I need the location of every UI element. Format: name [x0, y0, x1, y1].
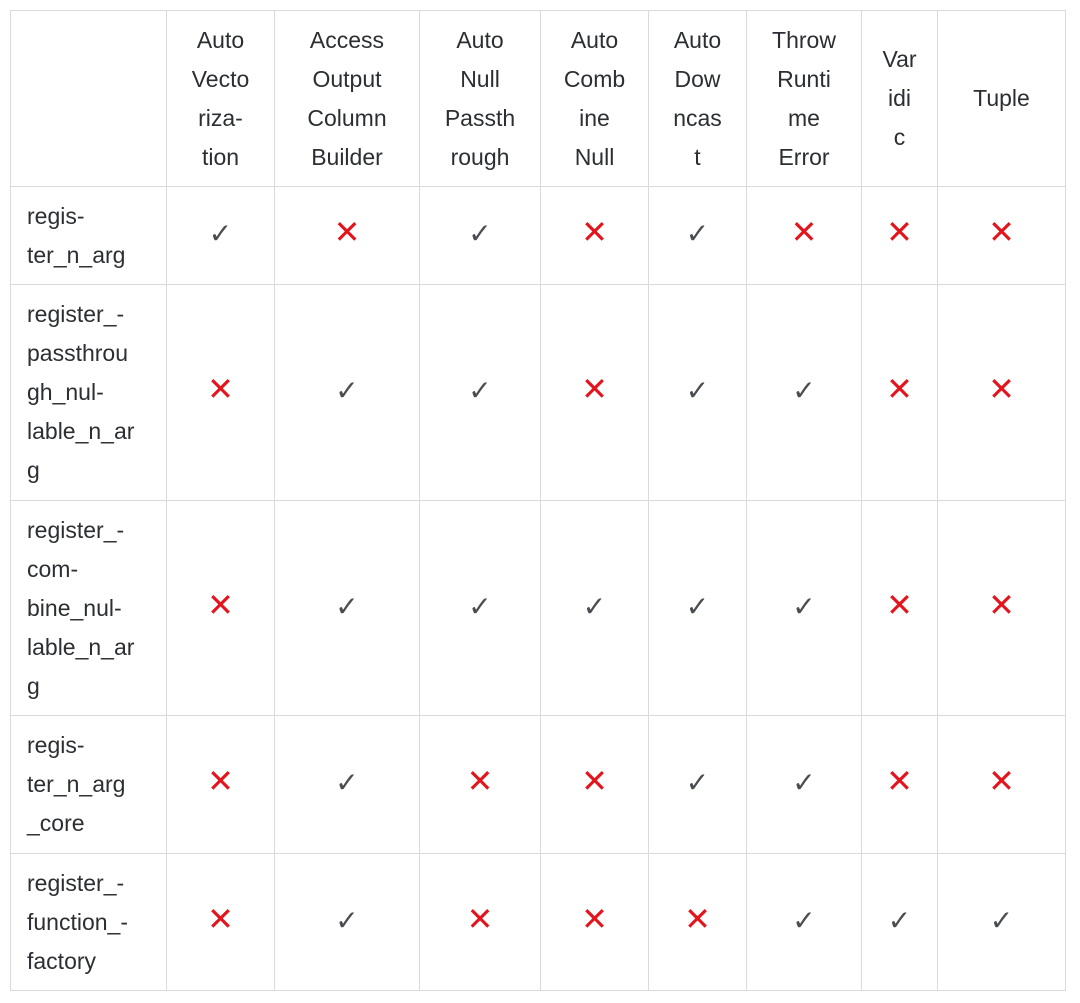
cell-register-combine-nullable-n-arg-tuple [938, 501, 1066, 716]
cell-register-n-arg-core-tuple [938, 716, 1066, 854]
table-row-register-function-factory [11, 854, 1066, 991]
cell-register-passthrough-nullable-n-arg-auto-null-passthrough [420, 285, 541, 501]
cell-register-combine-nullable-n-arg-throw-runtime-error [747, 501, 862, 716]
cross-icon: ✕ [988, 763, 1015, 799]
table-row-register-n-arg-core [11, 716, 1066, 854]
cross-icon: ✕ [207, 763, 234, 799]
check-icon: ✓ [208, 218, 233, 249]
cell-register-n-arg-core-varidic [862, 716, 938, 854]
header-auto-null-passthrough: Auto Null Passth rough [420, 11, 541, 187]
cell-register-n-arg-core-access-output-column-builder [275, 716, 420, 854]
matrix-body [11, 187, 1066, 991]
check-icon: ✓ [989, 904, 1014, 936]
cell-register-passthrough-nullable-n-arg-auto-vectorization [167, 285, 275, 501]
check-icon: ✓ [335, 767, 359, 798]
cell-register-n-arg-core-auto-downcast [649, 716, 747, 854]
header-access-output-column-builder: Access Output Column Builder [275, 11, 420, 187]
cross-icon: ✕ [886, 214, 913, 250]
check-icon: ✓ [792, 590, 816, 622]
cross-icon: ✕ [988, 214, 1015, 250]
cell-register-combine-nullable-n-arg-auto-null-passthrough [420, 501, 541, 716]
check-icon: ✓ [468, 590, 492, 622]
cell-register-n-arg-auto-null-passthrough [420, 187, 541, 285]
cell-register-combine-nullable-n-arg-access-output-column-builder [275, 501, 420, 716]
table-row-register-n-arg [11, 187, 1066, 285]
check-icon: ✓ [792, 767, 816, 798]
check-icon: ✓ [335, 904, 359, 936]
header-auto-vectorization: Auto Vecto riza- tion [167, 11, 275, 187]
cell-register-passthrough-nullable-n-arg-throw-runtime-error [747, 285, 862, 501]
check-icon: ✓ [792, 904, 816, 936]
header-row [11, 11, 1066, 187]
check-icon: ✓ [887, 904, 912, 936]
cell-register-function-factory-auto-downcast [649, 854, 747, 991]
header-throw-runtime-error: Throw Runti me Error [747, 11, 862, 187]
cell-register-n-arg-core-auto-null-passthrough [420, 716, 541, 854]
header-corner [11, 11, 167, 187]
cross-icon: ✕ [333, 214, 361, 250]
cell-register-function-factory-tuple [938, 854, 1066, 991]
row-label-register-combine-nullable-n-arg: register_- com- bine_nul- lable_n_ar g [11, 501, 167, 716]
table-row-register-passthrough-nullable-n-arg [11, 285, 1066, 501]
cross-icon: ✕ [581, 900, 608, 937]
cross-icon: ✕ [886, 586, 913, 623]
table-row-register-combine-nullable-n-arg [11, 501, 1066, 716]
row-label-register-passthrough-nullable-n-arg: register_- passthrou gh_nul- lable_n_ar g [11, 285, 167, 501]
feature-matrix-table [10, 10, 1066, 991]
cell-register-function-factory-auto-vectorization [167, 854, 275, 991]
cell-register-n-arg-throw-runtime-error [747, 187, 862, 285]
cross-icon: ✕ [466, 763, 494, 799]
header-auto-combine-null: Auto Comb ine Null [541, 11, 649, 187]
cell-register-passthrough-nullable-n-arg-access-output-column-builder [275, 285, 420, 501]
cell-register-n-arg-auto-downcast [649, 187, 747, 285]
cell-register-passthrough-nullable-n-arg-auto-combine-null [541, 285, 649, 501]
cross-icon: ✕ [886, 371, 913, 407]
cross-icon: ✕ [988, 371, 1015, 407]
check-icon: ✓ [685, 590, 710, 622]
check-icon: ✓ [468, 218, 492, 249]
cell-register-combine-nullable-n-arg-auto-combine-null [541, 501, 649, 716]
cell-register-function-factory-auto-combine-null [541, 854, 649, 991]
cell-register-n-arg-core-auto-combine-null [541, 716, 649, 854]
cross-icon: ✕ [207, 371, 234, 407]
row-label-register-n-arg: regis- ter_n_arg [11, 187, 167, 285]
cell-register-function-factory-access-output-column-builder [275, 854, 420, 991]
cell-register-function-factory-varidic [862, 854, 938, 991]
cell-register-function-factory-auto-null-passthrough [420, 854, 541, 991]
cell-register-n-arg-core-auto-vectorization [167, 716, 275, 854]
check-icon: ✓ [582, 590, 607, 622]
cross-icon: ✕ [886, 763, 913, 799]
cell-register-combine-nullable-n-arg-varidic [862, 501, 938, 716]
cell-register-n-arg-core-throw-runtime-error [747, 716, 862, 854]
cross-icon: ✕ [207, 586, 234, 623]
cross-icon: ✕ [581, 371, 608, 407]
header-auto-downcast: Auto Dow ncas t [649, 11, 747, 187]
check-icon: ✓ [792, 375, 816, 406]
cell-register-n-arg-varidic [862, 187, 938, 285]
cell-register-combine-nullable-n-arg-auto-downcast [649, 501, 747, 716]
header-tuple: Tuple [938, 11, 1066, 187]
cross-icon: ✕ [988, 586, 1015, 623]
cross-icon: ✕ [581, 214, 608, 250]
cross-icon: ✕ [466, 900, 494, 937]
row-label-register-n-arg-core: regis- ter_n_arg _core [11, 716, 167, 854]
header-varidic: Var idi c [862, 11, 938, 187]
cross-icon: ✕ [684, 900, 711, 937]
check-icon: ✓ [335, 590, 359, 622]
check-icon: ✓ [685, 375, 710, 406]
cell-register-passthrough-nullable-n-arg-varidic [862, 285, 938, 501]
check-icon: ✓ [685, 218, 710, 249]
check-icon: ✓ [468, 375, 492, 406]
check-icon: ✓ [685, 767, 710, 798]
cross-icon: ✕ [581, 763, 608, 799]
cell-register-n-arg-auto-vectorization [167, 187, 275, 285]
cell-register-passthrough-nullable-n-arg-auto-downcast [649, 285, 747, 501]
cell-register-passthrough-nullable-n-arg-tuple [938, 285, 1066, 501]
cell-register-n-arg-auto-combine-null [541, 187, 649, 285]
row-label-register-function-factory: register_- function_- factory [11, 854, 167, 991]
cross-icon: ✕ [207, 900, 234, 937]
cross-icon: ✕ [790, 214, 818, 250]
cell-register-n-arg-tuple [938, 187, 1066, 285]
cell-register-function-factory-throw-runtime-error [747, 854, 862, 991]
check-icon: ✓ [335, 375, 359, 406]
cell-register-n-arg-access-output-column-builder [275, 187, 420, 285]
cell-register-combine-nullable-n-arg-auto-vectorization [167, 501, 275, 716]
